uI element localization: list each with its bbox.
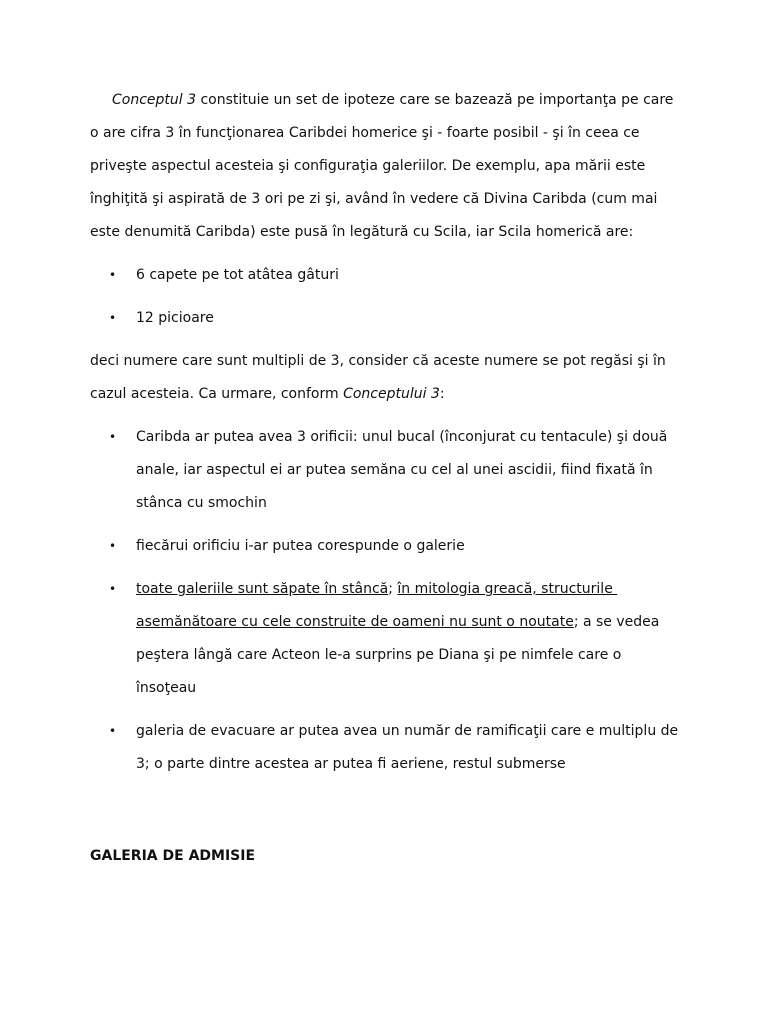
underlined-text: asemănătoare cu cele construite de oameni nu sunt o noutate xyxy=(136,614,574,630)
paragraph-line: deci numere care sunt multipli de 3, consider că aceste numere se pot regăsi şi în xyxy=(90,353,666,369)
list-item: • 6 capete pe tot atâtea gâturi xyxy=(90,259,680,292)
paragraph-line: cazul acesteia. Ca urmare, conform Conceptului 3: xyxy=(90,386,445,402)
scila-attributes-list xyxy=(90,259,680,335)
paragraph-line: o are cifra 3 în funcţionarea Caribdei homerice şi - foarte posibil - şi în ceea ce xyxy=(90,125,640,141)
list-item: • fiecărui orificiu i-ar putea corespunde o galerie xyxy=(90,530,680,563)
concept-3-italic: Conceptul 3 xyxy=(112,92,197,108)
bullet-icon: • xyxy=(109,268,117,282)
paragraph-concept-3 xyxy=(90,84,680,249)
list-item: • 12 picioare xyxy=(90,302,680,335)
bullet-icon: • xyxy=(109,582,117,596)
bullet-icon: • xyxy=(109,430,117,444)
list-item: • toate galeriile sunt săpate în stâncă; în mitologia greacă, structurile asemănătoare cu cele construite de oameni nu sunt o noutate; a se vedea peştera lângă care Acteon le-a surprins pe Diana şi pe nimfele care o însoţeau xyxy=(90,573,680,705)
underlined-text: în mitologia greacă, structurile xyxy=(397,581,618,597)
bullet-icon: • xyxy=(109,724,117,738)
list-item: • Caribda ar putea avea 3 orificii: unul bucal (înconjurat cu tentacule) şi două anale, iar aspectul ei ar putea semăna cu cel al unei ascidii, fiind fixată în stânca cu smochin xyxy=(90,421,680,520)
paragraph-multiples xyxy=(90,345,680,411)
bullet-icon: • xyxy=(109,311,117,325)
paragraph-line: priveşte aspectul acesteia şi configuraţia galeriilor. De exemplu, apa mării este xyxy=(90,158,646,174)
section-heading: GALERIA DE ADMISIE xyxy=(90,848,256,864)
caribda-hypotheses-list xyxy=(90,421,680,781)
underlined-text: toate galeriile sunt săpate în stâncă xyxy=(136,581,389,597)
document-page xyxy=(90,84,680,791)
concept-3-italic: Conceptului 3 xyxy=(343,386,440,402)
list-item: • galeria de evacuare ar putea avea un număr de ramificaţii care e multiplu de 3; o parte dintre acestea ar putea fi aeriene, restul submerse xyxy=(90,715,680,781)
paragraph-line: Conceptul 3 constituie un set de ipoteze care se bazează pe importanţa pe care xyxy=(112,92,674,108)
bullet-icon: • xyxy=(109,539,117,553)
paragraph-line: este denumită Caribda) este pusă în legătură cu Scila, iar Scila homerică are: xyxy=(90,224,634,240)
paragraph-line: înghiţită şi aspirată de 3 ori pe zi şi, având în vedere că Divina Caribda (cum mai xyxy=(90,191,658,207)
